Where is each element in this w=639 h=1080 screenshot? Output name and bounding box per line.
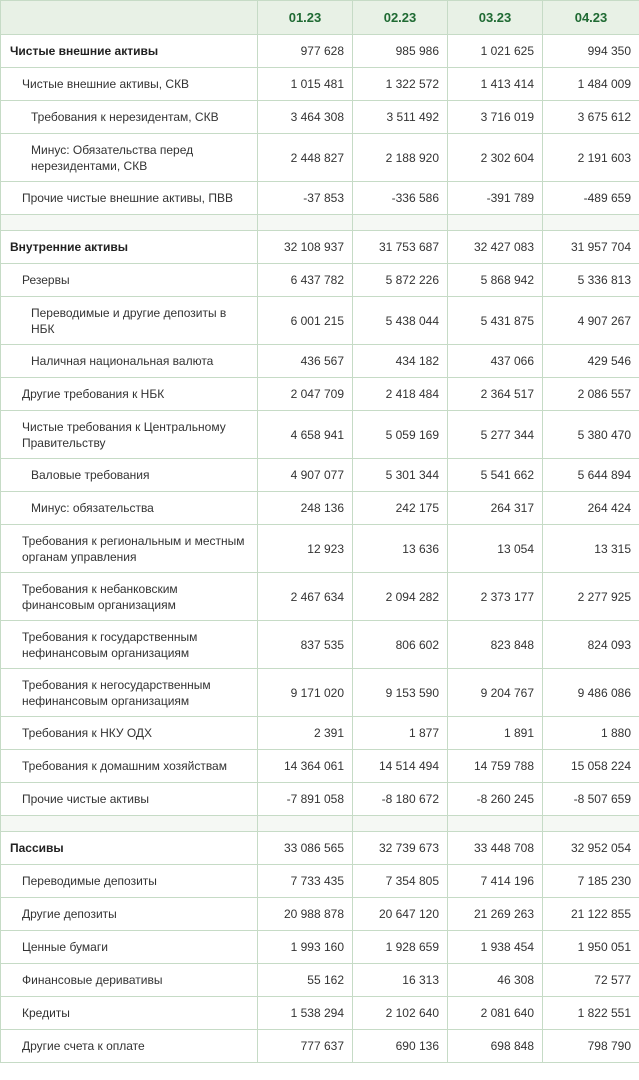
table-row — [1, 345, 639, 378]
table-row — [1, 783, 639, 816]
value-cell: 5 872 226 — [353, 264, 448, 297]
value-cell: 1 993 160 — [258, 931, 353, 964]
column-header-04-23: 04.23 — [543, 1, 639, 35]
value-cell: 13 636 — [353, 525, 448, 573]
value-cell: 2 302 604 — [448, 134, 543, 182]
table-row — [1, 297, 639, 345]
value-cell: 1 322 572 — [353, 68, 448, 101]
value-cell: 1 413 414 — [448, 68, 543, 101]
spacer-cell — [543, 816, 639, 832]
column-header-03-23: 03.23 — [448, 1, 543, 35]
table-row — [1, 669, 639, 717]
value-cell: 21 269 263 — [448, 898, 543, 931]
value-cell: 1 021 625 — [448, 35, 543, 68]
value-cell: 15 058 224 — [543, 750, 639, 783]
value-cell: -336 586 — [353, 182, 448, 215]
value-cell: -489 659 — [543, 182, 639, 215]
table-header — [1, 1, 639, 35]
value-cell: 32 427 083 — [448, 231, 543, 264]
value-cell: 1 880 — [543, 717, 639, 750]
table-row — [1, 931, 639, 964]
spacer-cell — [543, 215, 639, 231]
value-cell: 7 733 435 — [258, 865, 353, 898]
value-cell: 7 185 230 — [543, 865, 639, 898]
value-cell: 823 848 — [448, 621, 543, 669]
value-cell: 2 364 517 — [448, 378, 543, 411]
value-cell: 3 511 492 — [353, 101, 448, 134]
table-row — [1, 898, 639, 931]
value-cell: 1 822 551 — [543, 997, 639, 1030]
value-cell: 32 739 673 — [353, 832, 448, 865]
row-label: Минус: Обязательства перед нерезидентами, СКВ — [1, 134, 258, 182]
value-cell: 3 464 308 — [258, 101, 353, 134]
value-cell: 429 546 — [543, 345, 639, 378]
row-label: Прочие чистые активы — [1, 783, 258, 816]
spacer-row — [1, 816, 639, 832]
column-header-02-23: 02.23 — [353, 1, 448, 35]
value-cell: 4 907 267 — [543, 297, 639, 345]
spacer-cell — [258, 816, 353, 832]
table-row — [1, 68, 639, 101]
table-row — [1, 411, 639, 459]
section-row — [1, 231, 639, 264]
value-cell: 2 448 827 — [258, 134, 353, 182]
value-cell: 436 567 — [258, 345, 353, 378]
table-row — [1, 573, 639, 621]
value-cell: 2 081 640 — [448, 997, 543, 1030]
value-cell: 434 182 — [353, 345, 448, 378]
table-row — [1, 750, 639, 783]
value-cell: 1 950 051 — [543, 931, 639, 964]
value-cell: 2 191 603 — [543, 134, 639, 182]
row-label: Чистые внешние активы, СКВ — [1, 68, 258, 101]
value-cell: 6 001 215 — [258, 297, 353, 345]
value-cell: 5 438 044 — [353, 297, 448, 345]
row-label: Требования к государственным нефинансовым организациям — [1, 621, 258, 669]
value-cell: 2 188 920 — [353, 134, 448, 182]
value-cell: 5 644 894 — [543, 459, 639, 492]
value-cell: 1 938 454 — [448, 931, 543, 964]
table-body — [1, 35, 639, 1063]
value-cell: 5 868 942 — [448, 264, 543, 297]
value-cell: 2 391 — [258, 717, 353, 750]
value-cell: 690 136 — [353, 1030, 448, 1063]
value-cell: 985 986 — [353, 35, 448, 68]
value-cell: 46 308 — [448, 964, 543, 997]
table-row — [1, 182, 639, 215]
table-row — [1, 101, 639, 134]
section-row — [1, 832, 639, 865]
spacer-cell — [1, 215, 258, 231]
value-cell: 2 418 484 — [353, 378, 448, 411]
value-cell: 14 364 061 — [258, 750, 353, 783]
spacer-cell — [448, 816, 543, 832]
value-cell: 55 162 — [258, 964, 353, 997]
value-cell: 7 354 805 — [353, 865, 448, 898]
value-cell: 20 647 120 — [353, 898, 448, 931]
value-cell: 20 988 878 — [258, 898, 353, 931]
value-cell: 14 514 494 — [353, 750, 448, 783]
table-row — [1, 621, 639, 669]
spacer-cell — [448, 215, 543, 231]
value-cell: 1 538 294 — [258, 997, 353, 1030]
section-row — [1, 35, 639, 68]
row-label: Кредиты — [1, 997, 258, 1030]
row-label: Другие счета к оплате — [1, 1030, 258, 1063]
value-cell: 777 637 — [258, 1030, 353, 1063]
value-cell: 5 431 875 — [448, 297, 543, 345]
table-row — [1, 964, 639, 997]
value-cell: 248 136 — [258, 492, 353, 525]
spacer-cell — [258, 215, 353, 231]
spacer-row — [1, 215, 639, 231]
row-label: Валовые требования — [1, 459, 258, 492]
value-cell: 824 093 — [543, 621, 639, 669]
value-cell: 9 171 020 — [258, 669, 353, 717]
row-label: Требования к небанковским финансовым организациям — [1, 573, 258, 621]
spacer-cell — [1, 816, 258, 832]
value-cell: 72 577 — [543, 964, 639, 997]
row-label: Чистые требования к Центральному Правительству — [1, 411, 258, 459]
table-row — [1, 459, 639, 492]
row-label: Переводимые депозиты — [1, 865, 258, 898]
table-row — [1, 378, 639, 411]
value-cell: 13 054 — [448, 525, 543, 573]
value-cell: 2 467 634 — [258, 573, 353, 621]
value-cell: 698 848 — [448, 1030, 543, 1063]
row-label: Ценные бумаги — [1, 931, 258, 964]
column-header-01-23: 01.23 — [258, 1, 353, 35]
value-cell: 16 313 — [353, 964, 448, 997]
value-cell: 9 486 086 — [543, 669, 639, 717]
table-row — [1, 717, 639, 750]
value-cell: 1 877 — [353, 717, 448, 750]
value-cell: 9 204 767 — [448, 669, 543, 717]
table-row — [1, 525, 639, 573]
value-cell: 4 907 077 — [258, 459, 353, 492]
column-header-label — [1, 1, 258, 35]
value-cell: 5 380 470 — [543, 411, 639, 459]
row-label: Внутренние активы — [1, 231, 258, 264]
value-cell: 31 753 687 — [353, 231, 448, 264]
row-label: Требования к домашним хозяйствам — [1, 750, 258, 783]
value-cell: 798 790 — [543, 1030, 639, 1063]
row-label: Требования к НКУ ОДХ — [1, 717, 258, 750]
row-label: Другие депозиты — [1, 898, 258, 931]
value-cell: 1 891 — [448, 717, 543, 750]
row-label: Переводимые и другие депозиты в НБК — [1, 297, 258, 345]
value-cell: 1 484 009 — [543, 68, 639, 101]
value-cell: 6 437 782 — [258, 264, 353, 297]
value-cell: 33 448 708 — [448, 832, 543, 865]
value-cell: 12 923 — [258, 525, 353, 573]
value-cell: 5 541 662 — [448, 459, 543, 492]
value-cell: -37 853 — [258, 182, 353, 215]
value-cell: 1 015 481 — [258, 68, 353, 101]
value-cell: -8 260 245 — [448, 783, 543, 816]
value-cell: 977 628 — [258, 35, 353, 68]
table-row — [1, 1030, 639, 1063]
value-cell: 2 102 640 — [353, 997, 448, 1030]
value-cell: -8 180 672 — [353, 783, 448, 816]
value-cell: 264 424 — [543, 492, 639, 525]
value-cell: 837 535 — [258, 621, 353, 669]
value-cell: 2 047 709 — [258, 378, 353, 411]
value-cell: 5 277 344 — [448, 411, 543, 459]
value-cell: 32 108 937 — [258, 231, 353, 264]
value-cell: 5 336 813 — [543, 264, 639, 297]
table-row — [1, 264, 639, 297]
spacer-cell — [353, 215, 448, 231]
table-row — [1, 134, 639, 182]
header-row — [1, 1, 639, 35]
value-cell: 4 658 941 — [258, 411, 353, 459]
value-cell: 32 952 054 — [543, 832, 639, 865]
value-cell: 2 094 282 — [353, 573, 448, 621]
value-cell: 2 086 557 — [543, 378, 639, 411]
value-cell: 5 301 344 — [353, 459, 448, 492]
value-cell: 2 277 925 — [543, 573, 639, 621]
row-label: Наличная национальная валюта — [1, 345, 258, 378]
value-cell: -8 507 659 — [543, 783, 639, 816]
value-cell: 14 759 788 — [448, 750, 543, 783]
value-cell: 437 066 — [448, 345, 543, 378]
value-cell: 264 317 — [448, 492, 543, 525]
row-label: Требования к региональным и местным органам управления — [1, 525, 258, 573]
row-label: Чистые внешние активы — [1, 35, 258, 68]
value-cell: 21 122 855 — [543, 898, 639, 931]
row-label: Пассивы — [1, 832, 258, 865]
value-cell: 33 086 565 — [258, 832, 353, 865]
value-cell: 13 315 — [543, 525, 639, 573]
value-cell: 1 928 659 — [353, 931, 448, 964]
value-cell: 242 175 — [353, 492, 448, 525]
value-cell: -391 789 — [448, 182, 543, 215]
row-label: Финансовые деривативы — [1, 964, 258, 997]
value-cell: 31 957 704 — [543, 231, 639, 264]
row-label: Резервы — [1, 264, 258, 297]
table-row — [1, 865, 639, 898]
row-label: Требования к нерезидентам, СКВ — [1, 101, 258, 134]
value-cell: 7 414 196 — [448, 865, 543, 898]
value-cell: 3 716 019 — [448, 101, 543, 134]
spacer-cell — [353, 816, 448, 832]
row-label: Минус: обязательства — [1, 492, 258, 525]
value-cell: 5 059 169 — [353, 411, 448, 459]
value-cell: -7 891 058 — [258, 783, 353, 816]
table-row — [1, 997, 639, 1030]
value-cell: 806 602 — [353, 621, 448, 669]
value-cell: 3 675 612 — [543, 101, 639, 134]
row-label: Прочие чистые внешние активы, ПВВ — [1, 182, 258, 215]
value-cell: 994 350 — [543, 35, 639, 68]
row-label: Другие требования к НБК — [1, 378, 258, 411]
value-cell: 2 373 177 — [448, 573, 543, 621]
value-cell: 9 153 590 — [353, 669, 448, 717]
table-row — [1, 492, 639, 525]
row-label: Требования к негосударственным нефинансовым организациям — [1, 669, 258, 717]
